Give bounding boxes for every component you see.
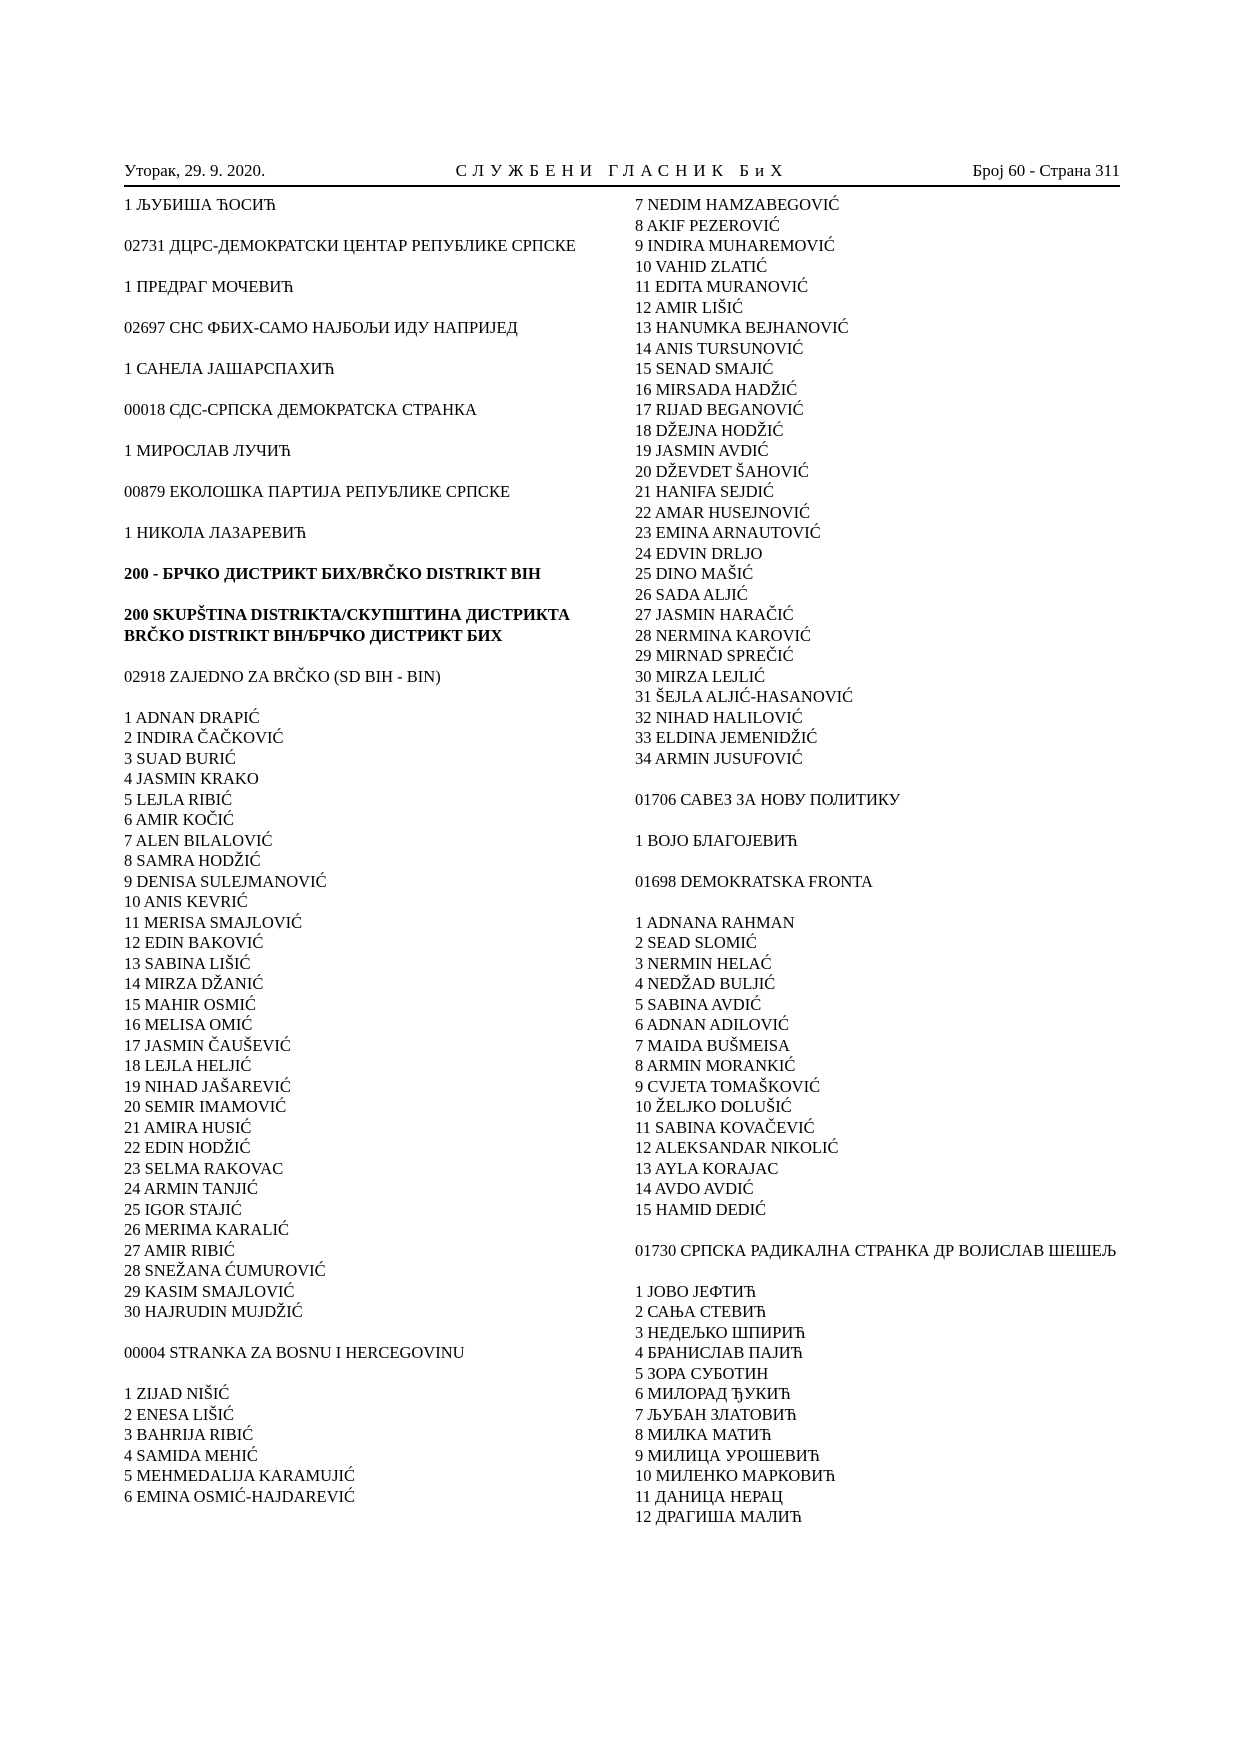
candidate-list [635, 913, 1125, 1221]
candidate-line: 9 МИЛИЦА УРОШЕВИЋ [635, 1445, 820, 1465]
candidate-line: 27 JASMIN HARAČIĆ [635, 605, 794, 624]
candidate-line: 5 ЗОРА СУБОТИН [635, 1363, 769, 1383]
candidate-line: 11 EDITA MURANOVIĆ [635, 277, 809, 296]
candidate-line: 4 NEDŽAD BULJIĆ [635, 974, 776, 993]
candidate-line: 7 NEDIM HAMZABEGOVIĆ [635, 195, 840, 214]
candidate-line: 1 ADNANA RAHMAN [635, 912, 795, 932]
left-column [124, 195, 624, 1507]
candidate-line: 28 SNEŽANA ĆUMUROVIĆ [124, 1261, 326, 1280]
candidate-line: 1 ЉУБИША ЋОСИЋ [124, 195, 277, 214]
candidate-line: 11 ДАНИЦА НЕРАЦ [635, 1486, 783, 1506]
candidate-line: 16 MIRSADA HADŽIĆ [635, 379, 798, 399]
candidate-line: 1 ПРЕДРАГ МОЧЕВИЋ [124, 277, 294, 296]
district-heading: 200 - БРЧКО ДИСТРИКТ БИХ/BRČKO DISTRIKT BIH [124, 564, 541, 583]
candidate-line: 3 SUAD BURIĆ [124, 748, 236, 768]
candidate-line: 15 HAMID DEDIĆ [635, 1199, 767, 1219]
candidate-line: 10 ŽELJKO DOLUŠIĆ [635, 1097, 792, 1116]
candidate-line: 18 LEJLA HELJIĆ [124, 1056, 252, 1075]
candidate-line: 9 DENISA SULEJMANOVIĆ [124, 871, 327, 891]
candidate-line: 12 ДРАГИША МАЛИЋ [635, 1507, 802, 1526]
candidate-list [124, 1384, 624, 1507]
candidate-line: 21 HANIFA SEJDIĆ [635, 482, 775, 501]
candidate-line: 24 ARMIN TANJIĆ [124, 1179, 259, 1198]
candidate-line: 8 МИЛКА МАТИЋ [635, 1425, 772, 1444]
candidate-line: 12 EDIN BAKOVIĆ [124, 933, 264, 952]
party-heading: 00004 STRANKA ZA BOSNU I HERCEGOVINU [124, 1343, 465, 1362]
candidate-line: 2 САЊА СТЕВИЋ [635, 1302, 767, 1321]
candidate-line: 28 NERMINA KAROVIĆ [635, 625, 812, 645]
candidate-line: 6 AMIR KOČIĆ [124, 810, 235, 829]
candidate-line: 14 AVDO AVDIĆ [635, 1179, 754, 1198]
candidate-list [635, 195, 1125, 769]
candidate-line: 6 МИЛОРАД ЂУКИЋ [635, 1384, 791, 1403]
candidate-line: 31 ŠEJLA ALJIĆ-HASANOVIĆ [635, 687, 854, 706]
candidate-line: 26 MERIMA KARALIĆ [124, 1220, 290, 1239]
assembly-heading: 200 SKUPŠTINA DISTRIKTA/СКУПШТИНА ДИСТРИКТА [124, 605, 570, 624]
candidate-line: 13 SABINA LIŠIĆ [124, 953, 251, 973]
candidate-line: 3 НЕДЕЉКО ШПИРИЋ [635, 1322, 806, 1342]
candidate-line: 22 AMAR HUSEJNOVIĆ [635, 502, 811, 522]
candidate-line: 1 ADNAN DRAPIĆ [124, 707, 260, 727]
candidate-line: 1 ZIJAD NIŠIĆ [124, 1384, 230, 1403]
candidate-line: 10 VAHID ZLATIĆ [635, 256, 768, 276]
candidate-line: 2 INDIRA ČAČKOVIĆ [124, 728, 284, 747]
party-heading: 02918 ZAJEDNO ZA BRČKO (SD BIH - BIN) [124, 666, 441, 686]
candidate-line: 29 KASIM SMAJLOVIĆ [124, 1281, 295, 1301]
page-header [124, 161, 1120, 187]
candidate-line: 27 AMIR RIBIĆ [124, 1240, 235, 1260]
candidate-line: 8 SAMRA HODŽIĆ [124, 851, 261, 870]
candidate-line: 5 SABINA AVDIĆ [635, 994, 762, 1014]
candidate-list [635, 1282, 1125, 1528]
candidate-line: 7 ЉУБАН ЗЛАТОВИЋ [635, 1404, 797, 1424]
candidate-line: 4 SAMIDA MEHIĆ [124, 1445, 258, 1465]
candidate-line: 26 SADA ALJIĆ [635, 584, 748, 604]
candidate-line: 9 CVJETA TOMAŠKOVIĆ [635, 1076, 821, 1096]
candidate-line: 2 ENESA LIŠIĆ [124, 1404, 235, 1424]
candidate-line: 15 MAHIR OSMIĆ [124, 994, 257, 1014]
candidate-line: 32 NIHAD HALILOVIĆ [635, 707, 803, 727]
candidate-line: 19 JASMIN AVDIĆ [635, 441, 769, 460]
candidate-line: 14 MIRZA DŽANIĆ [124, 974, 264, 993]
candidate-line: 33 ELDINA JEMENIDŽIĆ [635, 728, 818, 747]
party-heading: 01730 СРПСКА РАДИКАЛНА СТРАНКА ДР ВОЈИСЛАВ ШЕШЕЉ [635, 1240, 1117, 1260]
candidate-line: 10 МИЛЕНКО МАРКОВИЋ [635, 1466, 836, 1485]
right-column [635, 195, 1125, 1528]
candidate-line: 17 RIJAD BEGANOVIĆ [635, 400, 804, 419]
candidate-line: 12 ALEKSANDAR NIKOLIĆ [635, 1138, 839, 1157]
candidate-line: 19 NIHAD JAŠAREVIĆ [124, 1076, 291, 1096]
candidate-line: 12 AMIR LIŠIĆ [635, 297, 744, 317]
candidate-line: 7 ALEN BILALOVIĆ [124, 830, 273, 850]
candidate-line: 3 NERMIN HELAĆ [635, 953, 772, 973]
candidate-line: 20 SEMIR IMAMOVIĆ [124, 1097, 287, 1116]
candidate-line: 1 НИКОЛА ЛАЗАРЕВИЋ [124, 523, 307, 542]
candidate-line: 23 SELMA RAKOVAC [124, 1158, 284, 1178]
header-page-number: Број 60 - Страна 311 [972, 161, 1120, 180]
candidate-line: 11 SABINA KOVAČEVIĆ [635, 1117, 815, 1137]
candidate-line: 16 MELISA OMIĆ [124, 1015, 253, 1034]
party-heading: 00879 ЕКОЛОШКА ПАРТИЈА РЕПУБЛИКЕ СРПСКЕ [124, 482, 511, 501]
candidate-line: 4 JASMIN KRAKO [124, 769, 259, 788]
candidate-line: 22 EDIN HODŽIĆ [124, 1138, 251, 1157]
candidate-line: 1 САНЕЛА ЈАШАРСПАХИЋ [124, 359, 335, 378]
candidate-line: 25 IGOR STAJIĆ [124, 1199, 242, 1219]
candidate-line: 29 MIRNAD SPREČIĆ [635, 646, 794, 665]
candidate-line: 7 MAIDA BUŠMEISA [635, 1035, 790, 1055]
candidate-line: 3 BAHRIJA RIBIĆ [124, 1425, 254, 1444]
party-heading: 02731 ДЦРС-ДЕМОКРАТСКИ ЦЕНТАР РЕПУБЛИКЕ СРПСКЕ [124, 236, 576, 255]
candidate-line: 11 MERISA SMAJLOVIĆ [124, 912, 303, 932]
party-heading: 01698 DEMOKRATSKA FRONTA [635, 871, 873, 891]
header-journal-title: СЛУЖБЕНИ ГЛАСНИК БиХ [455, 161, 789, 180]
candidate-line: 30 MIRZA LEJLIĆ [635, 666, 766, 686]
candidate-line: 13 AYLA KORAJAC [635, 1158, 779, 1178]
candidate-line: 1 BOJO БЛАГОЈЕВИЋ [635, 830, 798, 850]
candidate-line: 1 МИРОСЛАВ ЛУЧИЋ [124, 441, 292, 460]
candidate-line: 2 SEAD SLOMIĆ [635, 933, 757, 952]
assembly-heading-line-2: BRČKO DISTRIKT BIH/БРЧКО ДИСТРИКТ БИХ [124, 625, 503, 645]
candidate-line: 8 ARMIN MORANKIĆ [635, 1056, 796, 1075]
candidate-line: 5 LEJLA RIBIĆ [124, 789, 233, 809]
candidate-line: 18 DŽEJNA HODŽIĆ [635, 420, 784, 440]
candidate-line: 13 HANUMKA BEJHANOVIĆ [635, 318, 849, 337]
party-heading: 01706 САВЕЗ ЗА НОВУ ПОЛИТИКУ [635, 789, 901, 809]
candidate-line: 25 DINO MAŠIĆ [635, 564, 754, 583]
candidate-line: 6 ADNAN ADILOVIĆ [635, 1015, 789, 1034]
candidate-line: 24 EDVIN DRLJO [635, 543, 763, 563]
candidate-line: 1 JOBO ЈЕФТИЋ [635, 1281, 757, 1301]
candidate-line: 14 ANIS TURSUNOVIĆ [635, 338, 804, 358]
candidate-list [124, 708, 624, 1323]
candidate-line: 21 AMIRA HUSIĆ [124, 1117, 252, 1137]
candidate-line: 17 JASMIN ČAUŠEVIĆ [124, 1035, 291, 1055]
candidate-line: 30 HAJRUDIN MUJDŽIĆ [124, 1302, 303, 1321]
party-heading: 00018 СДС-СРПСКА ДЕМОКРАТСКА СТРАНКА [124, 400, 477, 419]
candidate-line: 5 MEHMEDALIJA KARAMUJIĆ [124, 1466, 356, 1485]
header-date: Уторак, 29. 9. 2020. [124, 161, 266, 180]
party-heading: 02697 СНС ФБИХ-САМО НАЈБОЉИ ИДУ НАПРИЈЕД [124, 318, 518, 337]
candidate-line: 6 EMINA OSMIĆ-HAJDAREVIĆ [124, 1486, 356, 1506]
candidate-line: 9 INDIRA MUHAREMOVIĆ [635, 236, 835, 255]
candidate-line: 23 EMINA ARNAUTOVIĆ [635, 523, 821, 542]
candidate-line: 4 БРАНИСЛАВ ПАЈИЋ [635, 1343, 803, 1362]
candidate-line: 15 SENAD SMAJIĆ [635, 359, 774, 378]
candidate-line: 8 AKIF PEZEROVIĆ [635, 215, 780, 235]
candidate-line: 34 ARMIN JUSUFOVIĆ [635, 748, 803, 768]
candidate-line: 20 DŽEVDET ŠAHOVIĆ [635, 461, 809, 481]
candidate-line: 10 ANIS KEVRIĆ [124, 892, 248, 911]
